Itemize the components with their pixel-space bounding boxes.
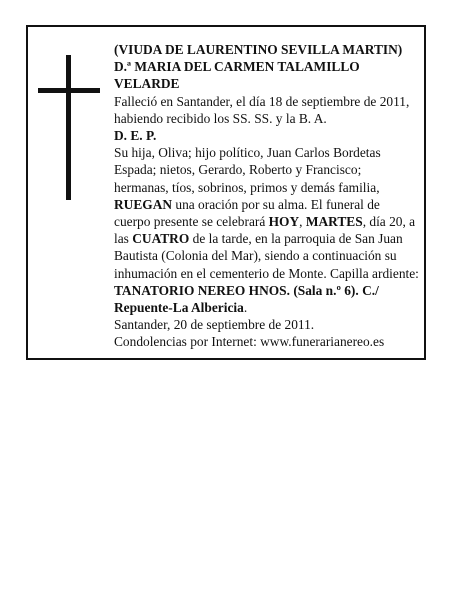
comma-separator: , bbox=[299, 214, 306, 230]
family-text: Su hija, Oliva; hijo político, Juan Carlos Bordetas Espada; nietos, Gerardo, Roberto y Francisco; hermanas, tíos, sobrinos, primos y demás familia, bbox=[114, 145, 381, 195]
notice-body bbox=[114, 41, 419, 351]
dep-line: D. E. P. bbox=[114, 128, 157, 144]
church-text: de la tarde, en la parroquia de San Juan Bautista (Colonia del Mar), siendo a continuación su inhumación en el cementerio de Monte. Capilla ardiente: bbox=[114, 231, 419, 281]
deceased-name: D.ª MARIA DEL CARMEN TALAMILLO VELARDE bbox=[114, 59, 360, 92]
widow-line: (VIUDA DE LAURENTINO SEVILLA MARTIN) bbox=[114, 42, 403, 57]
ruegan-word: RUEGAN bbox=[114, 196, 173, 212]
cuatro-word: CUATRO bbox=[132, 231, 190, 247]
condolences-line: Condolencias por Internet: www.funerarianereo.es bbox=[114, 334, 385, 350]
cross-horizontal-bar bbox=[38, 88, 100, 93]
hoy-word: HOY bbox=[268, 214, 300, 230]
latin-cross-icon bbox=[38, 55, 100, 200]
obituary-notice bbox=[26, 25, 426, 360]
final-period: . bbox=[243, 300, 248, 316]
day-text: , día 20, a las bbox=[114, 214, 416, 247]
death-info: Falleció en Santander, el día 18 de septiembre de 2011, habiendo recibido los SS. SS. y la B. A. bbox=[114, 93, 410, 126]
family-paragraph bbox=[114, 144, 419, 316]
martes-word: MARTES bbox=[305, 214, 363, 230]
date-line: Santander, 20 de septiembre de 2011. bbox=[114, 317, 315, 333]
cross-vertical-bar bbox=[66, 55, 71, 200]
tanatorio-address: TANATORIO NEREO HNOS. (Sala n.º 6). C./ Repuente-La Albericia bbox=[114, 282, 379, 316]
prayer-text: una oración por su alma. El funeral de cuerpo presente se celebrará bbox=[114, 196, 380, 230]
